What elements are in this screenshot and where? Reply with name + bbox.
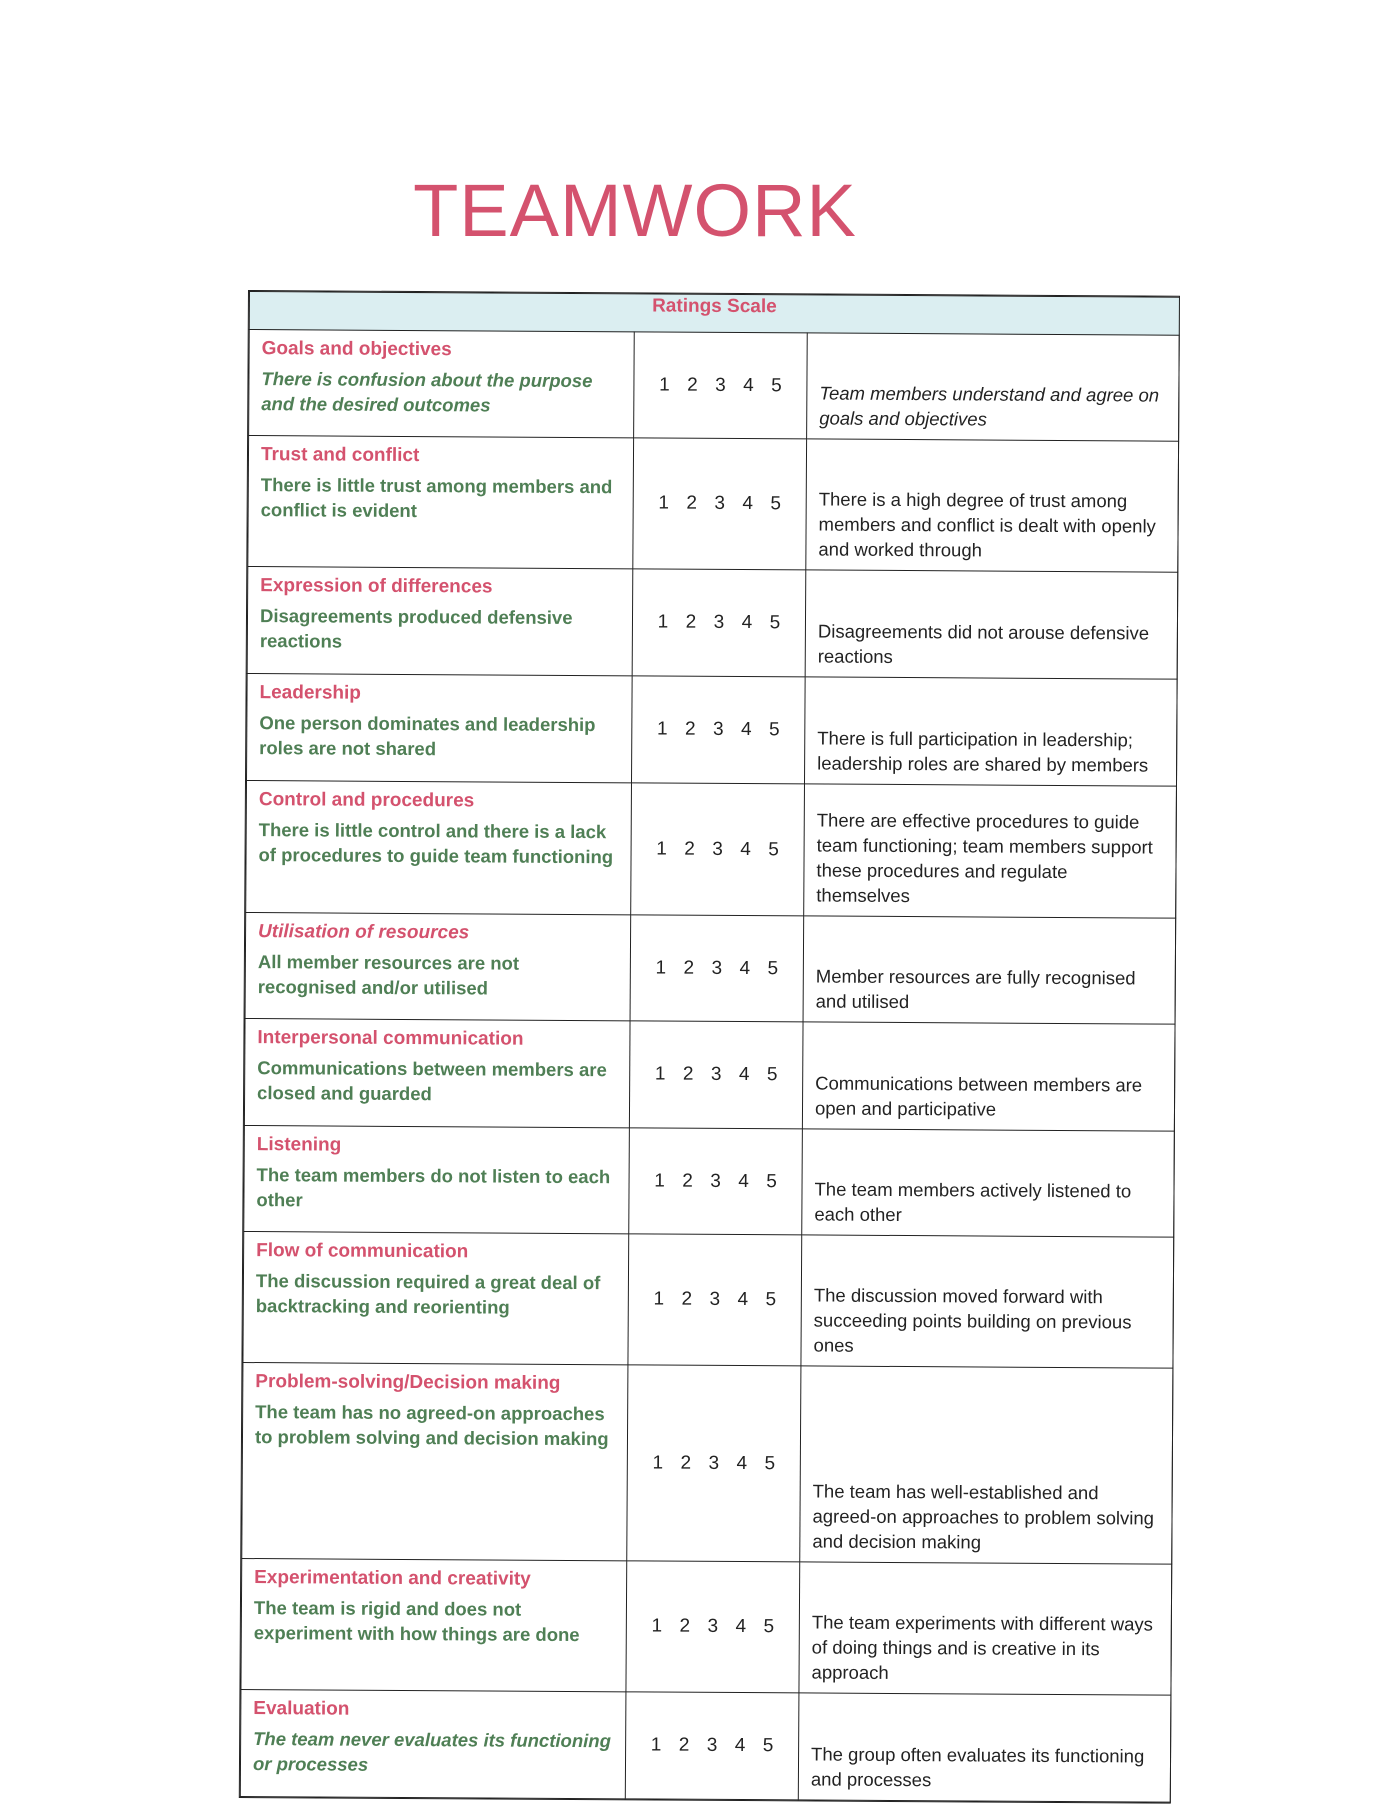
rating-row xyxy=(244,1125,1175,1237)
low-description-cell xyxy=(244,1018,630,1127)
rating-row xyxy=(243,1231,1174,1368)
rating-options xyxy=(627,1365,801,1562)
rating-option-3[interactable]: 3 xyxy=(707,1615,719,1637)
rating-option-2[interactable]: 2 xyxy=(680,1452,692,1474)
rating-option-4[interactable]: 4 xyxy=(743,374,754,396)
rating-options xyxy=(629,1021,803,1129)
rating-option-5[interactable]: 5 xyxy=(763,1616,775,1638)
criterion-title: Leadership xyxy=(259,682,361,704)
rating-option-1[interactable]: 1 xyxy=(656,838,667,860)
low-description: The team has no agreed-on approaches to problem solving and decision making xyxy=(254,1401,609,1450)
rating-option-1[interactable]: 1 xyxy=(657,611,669,633)
high-description: The team experiments with different ways of doing things and is creative in its approach xyxy=(799,1562,1172,1695)
rating-option-5[interactable]: 5 xyxy=(768,719,780,741)
rating-option-3[interactable]: 3 xyxy=(706,1734,718,1756)
ratings-scale-header: Ratings Scale xyxy=(249,292,1179,336)
rating-row xyxy=(245,912,1176,1024)
rating-option-1[interactable]: 1 xyxy=(651,1615,663,1637)
rating-option-1[interactable]: 1 xyxy=(659,374,670,396)
low-description-cell xyxy=(240,1689,626,1798)
high-description: The team has well-established and agreed-on approaches to problem solving and decision making xyxy=(800,1366,1173,1564)
low-description: There is little trust among members and conflict is evident xyxy=(260,474,613,522)
high-description: The group often evaluates its functioning and processes xyxy=(798,1693,1171,1802)
rating-option-5[interactable]: 5 xyxy=(762,1735,774,1757)
rating-row xyxy=(244,1018,1175,1131)
rating-option-3[interactable]: 3 xyxy=(713,611,725,633)
rating-option-4[interactable]: 4 xyxy=(740,719,752,741)
rating-row xyxy=(242,1362,1173,1564)
rating-option-2[interactable]: 2 xyxy=(684,718,696,740)
low-description-cell xyxy=(243,1231,629,1364)
criterion-title: Experimentation and creativity xyxy=(254,1567,531,1590)
rating-option-3[interactable]: 3 xyxy=(712,718,724,740)
rating-option-5[interactable]: 5 xyxy=(766,1170,777,1192)
rating-options xyxy=(631,676,805,784)
rating-row xyxy=(247,567,1178,680)
rating-option-3[interactable]: 3 xyxy=(715,374,726,396)
rating-option-3[interactable]: 3 xyxy=(708,1452,720,1474)
rating-options xyxy=(633,438,807,570)
low-description-cell xyxy=(247,674,633,783)
rating-option-4[interactable]: 4 xyxy=(741,612,753,634)
rating-option-4[interactable]: 4 xyxy=(739,957,751,979)
criterion-title: Goals and objectives xyxy=(261,338,452,361)
rating-option-4[interactable]: 4 xyxy=(736,1452,748,1474)
rating-option-3[interactable]: 3 xyxy=(710,1170,721,1192)
rating-options xyxy=(626,1561,800,1693)
rating-option-2[interactable]: 2 xyxy=(682,1063,694,1085)
rating-option-1[interactable]: 1 xyxy=(658,492,670,514)
rating-row xyxy=(240,1689,1171,1802)
rating-option-4[interactable]: 4 xyxy=(737,1289,749,1311)
ratings-table xyxy=(239,290,1180,1804)
rating-row xyxy=(249,330,1180,442)
rating-options xyxy=(625,1692,799,1800)
criterion-title: Utilisation of resources xyxy=(258,921,470,944)
criterion-title: Interpersonal communication xyxy=(257,1027,524,1050)
rating-option-3[interactable]: 3 xyxy=(710,1063,722,1085)
criterion-title: Evaluation xyxy=(253,1698,350,1720)
low-description: Communications between members are closed and guarded xyxy=(257,1057,607,1105)
rating-option-2[interactable]: 2 xyxy=(681,1288,693,1310)
rating-option-2[interactable]: 2 xyxy=(679,1615,691,1637)
rating-option-2[interactable]: 2 xyxy=(684,838,695,860)
rating-option-5[interactable]: 5 xyxy=(765,1289,777,1311)
low-description-cell xyxy=(247,567,633,676)
criterion-title: Expression of differences xyxy=(260,575,493,598)
rating-options xyxy=(634,332,808,439)
low-description: The team members do not listen to each other xyxy=(256,1164,611,1211)
rating-option-1[interactable]: 1 xyxy=(652,1451,664,1474)
rating-option-4[interactable]: 4 xyxy=(740,838,751,860)
low-description-cell xyxy=(246,781,632,915)
rating-option-5[interactable]: 5 xyxy=(766,1064,778,1086)
rating-row xyxy=(246,781,1177,919)
criterion-title: Flow of communication xyxy=(256,1240,469,1263)
rating-options xyxy=(628,1234,802,1366)
low-description-cell xyxy=(249,330,635,438)
low-description-cell xyxy=(245,912,631,1020)
criterion-title: Problem-solving/Decision making xyxy=(255,1371,561,1394)
rating-option-2[interactable]: 2 xyxy=(683,957,695,979)
rating-option-2[interactable]: 2 xyxy=(682,1170,693,1192)
rating-option-4[interactable]: 4 xyxy=(735,1616,747,1638)
rating-option-1[interactable]: 1 xyxy=(654,1063,666,1085)
rating-option-2[interactable]: 2 xyxy=(685,611,697,633)
rating-option-5[interactable]: 5 xyxy=(767,957,779,979)
high-description: Disagreements did not arouse defensive reactions xyxy=(805,570,1178,679)
low-description: There is confusion about the purpose and the desired outcomes xyxy=(261,368,593,416)
high-description: Team members understand and agree on goals and objectives xyxy=(807,333,1180,441)
ratings-scale-table xyxy=(240,291,1180,1803)
low-description: The team is rigid and does not experiment with how things are done xyxy=(253,1597,580,1646)
rating-option-1[interactable]: 1 xyxy=(650,1734,662,1756)
low-description: One person dominates and leadership roles are not shared xyxy=(259,712,596,760)
rating-row xyxy=(247,674,1178,787)
low-description: The discussion required a great deal of backtracking and reorienting xyxy=(255,1270,601,1318)
rating-options xyxy=(632,569,806,677)
high-description: Communications between members are open and participative xyxy=(802,1022,1175,1131)
low-description-cell xyxy=(241,1558,627,1691)
page-title: TEAMWORK xyxy=(413,169,857,252)
rating-option-4[interactable]: 4 xyxy=(738,1170,749,1192)
rating-option-5[interactable]: 5 xyxy=(769,612,781,634)
rating-option-3[interactable]: 3 xyxy=(712,838,723,860)
rating-option-5[interactable]: 5 xyxy=(771,374,782,396)
high-description: There are effective procedures to guide team functioning; team members support these procedures and regulate themselves xyxy=(804,784,1177,918)
low-description-cell xyxy=(248,436,634,569)
rating-option-3[interactable]: 3 xyxy=(709,1288,721,1310)
rating-option-1[interactable]: 1 xyxy=(653,1288,665,1310)
rating-option-5[interactable]: 5 xyxy=(770,493,782,515)
header-row xyxy=(249,292,1179,336)
criterion-title: Trust and conflict xyxy=(260,444,420,467)
rating-option-1[interactable]: 1 xyxy=(654,1169,665,1192)
low-description-cell xyxy=(244,1125,630,1233)
high-description: The team members actively listened to each other xyxy=(802,1129,1175,1237)
rating-option-5[interactable]: 5 xyxy=(768,838,779,860)
rating-option-1[interactable]: 1 xyxy=(656,718,668,740)
rating-option-2[interactable]: 2 xyxy=(678,1734,690,1756)
rating-row xyxy=(241,1558,1172,1695)
rating-option-1[interactable]: 1 xyxy=(655,957,667,979)
rating-options xyxy=(630,915,804,1022)
low-description: There is little control and there is a lack of procedures to guide team functioning xyxy=(258,819,614,868)
rating-row xyxy=(248,436,1179,573)
high-description: There is a high degree of trust among members and conflict is dealt with openly and worked through xyxy=(806,439,1179,572)
rating-option-4[interactable]: 4 xyxy=(734,1735,746,1757)
rating-option-5[interactable]: 5 xyxy=(764,1452,776,1474)
low-description: The team never evaluates its functioning or processes xyxy=(252,1728,611,1775)
high-description: Member resources are fully recognised and utilised xyxy=(803,916,1176,1024)
high-description: There is full participation in leadership; leadership roles are shared by members xyxy=(804,677,1177,786)
rating-option-2[interactable]: 2 xyxy=(687,374,698,396)
rating-options xyxy=(629,1128,803,1235)
criterion-title: Control and procedures xyxy=(258,789,475,812)
high-description: The discussion moved forward with succeeding points building on previous ones xyxy=(801,1235,1174,1368)
rating-option-2[interactable]: 2 xyxy=(686,492,698,514)
low-description: All member resources are not recognised and/or utilised xyxy=(257,951,520,999)
rating-option-3[interactable]: 3 xyxy=(714,492,726,514)
rating-options xyxy=(631,783,805,916)
rating-option-3[interactable]: 3 xyxy=(711,957,723,979)
low-description-cell xyxy=(242,1362,628,1560)
criterion-title: Listening xyxy=(256,1134,342,1156)
low-description: Disagreements produced defensive reactions xyxy=(259,605,573,652)
rating-option-4[interactable]: 4 xyxy=(742,493,754,515)
rating-option-4[interactable]: 4 xyxy=(738,1064,750,1086)
